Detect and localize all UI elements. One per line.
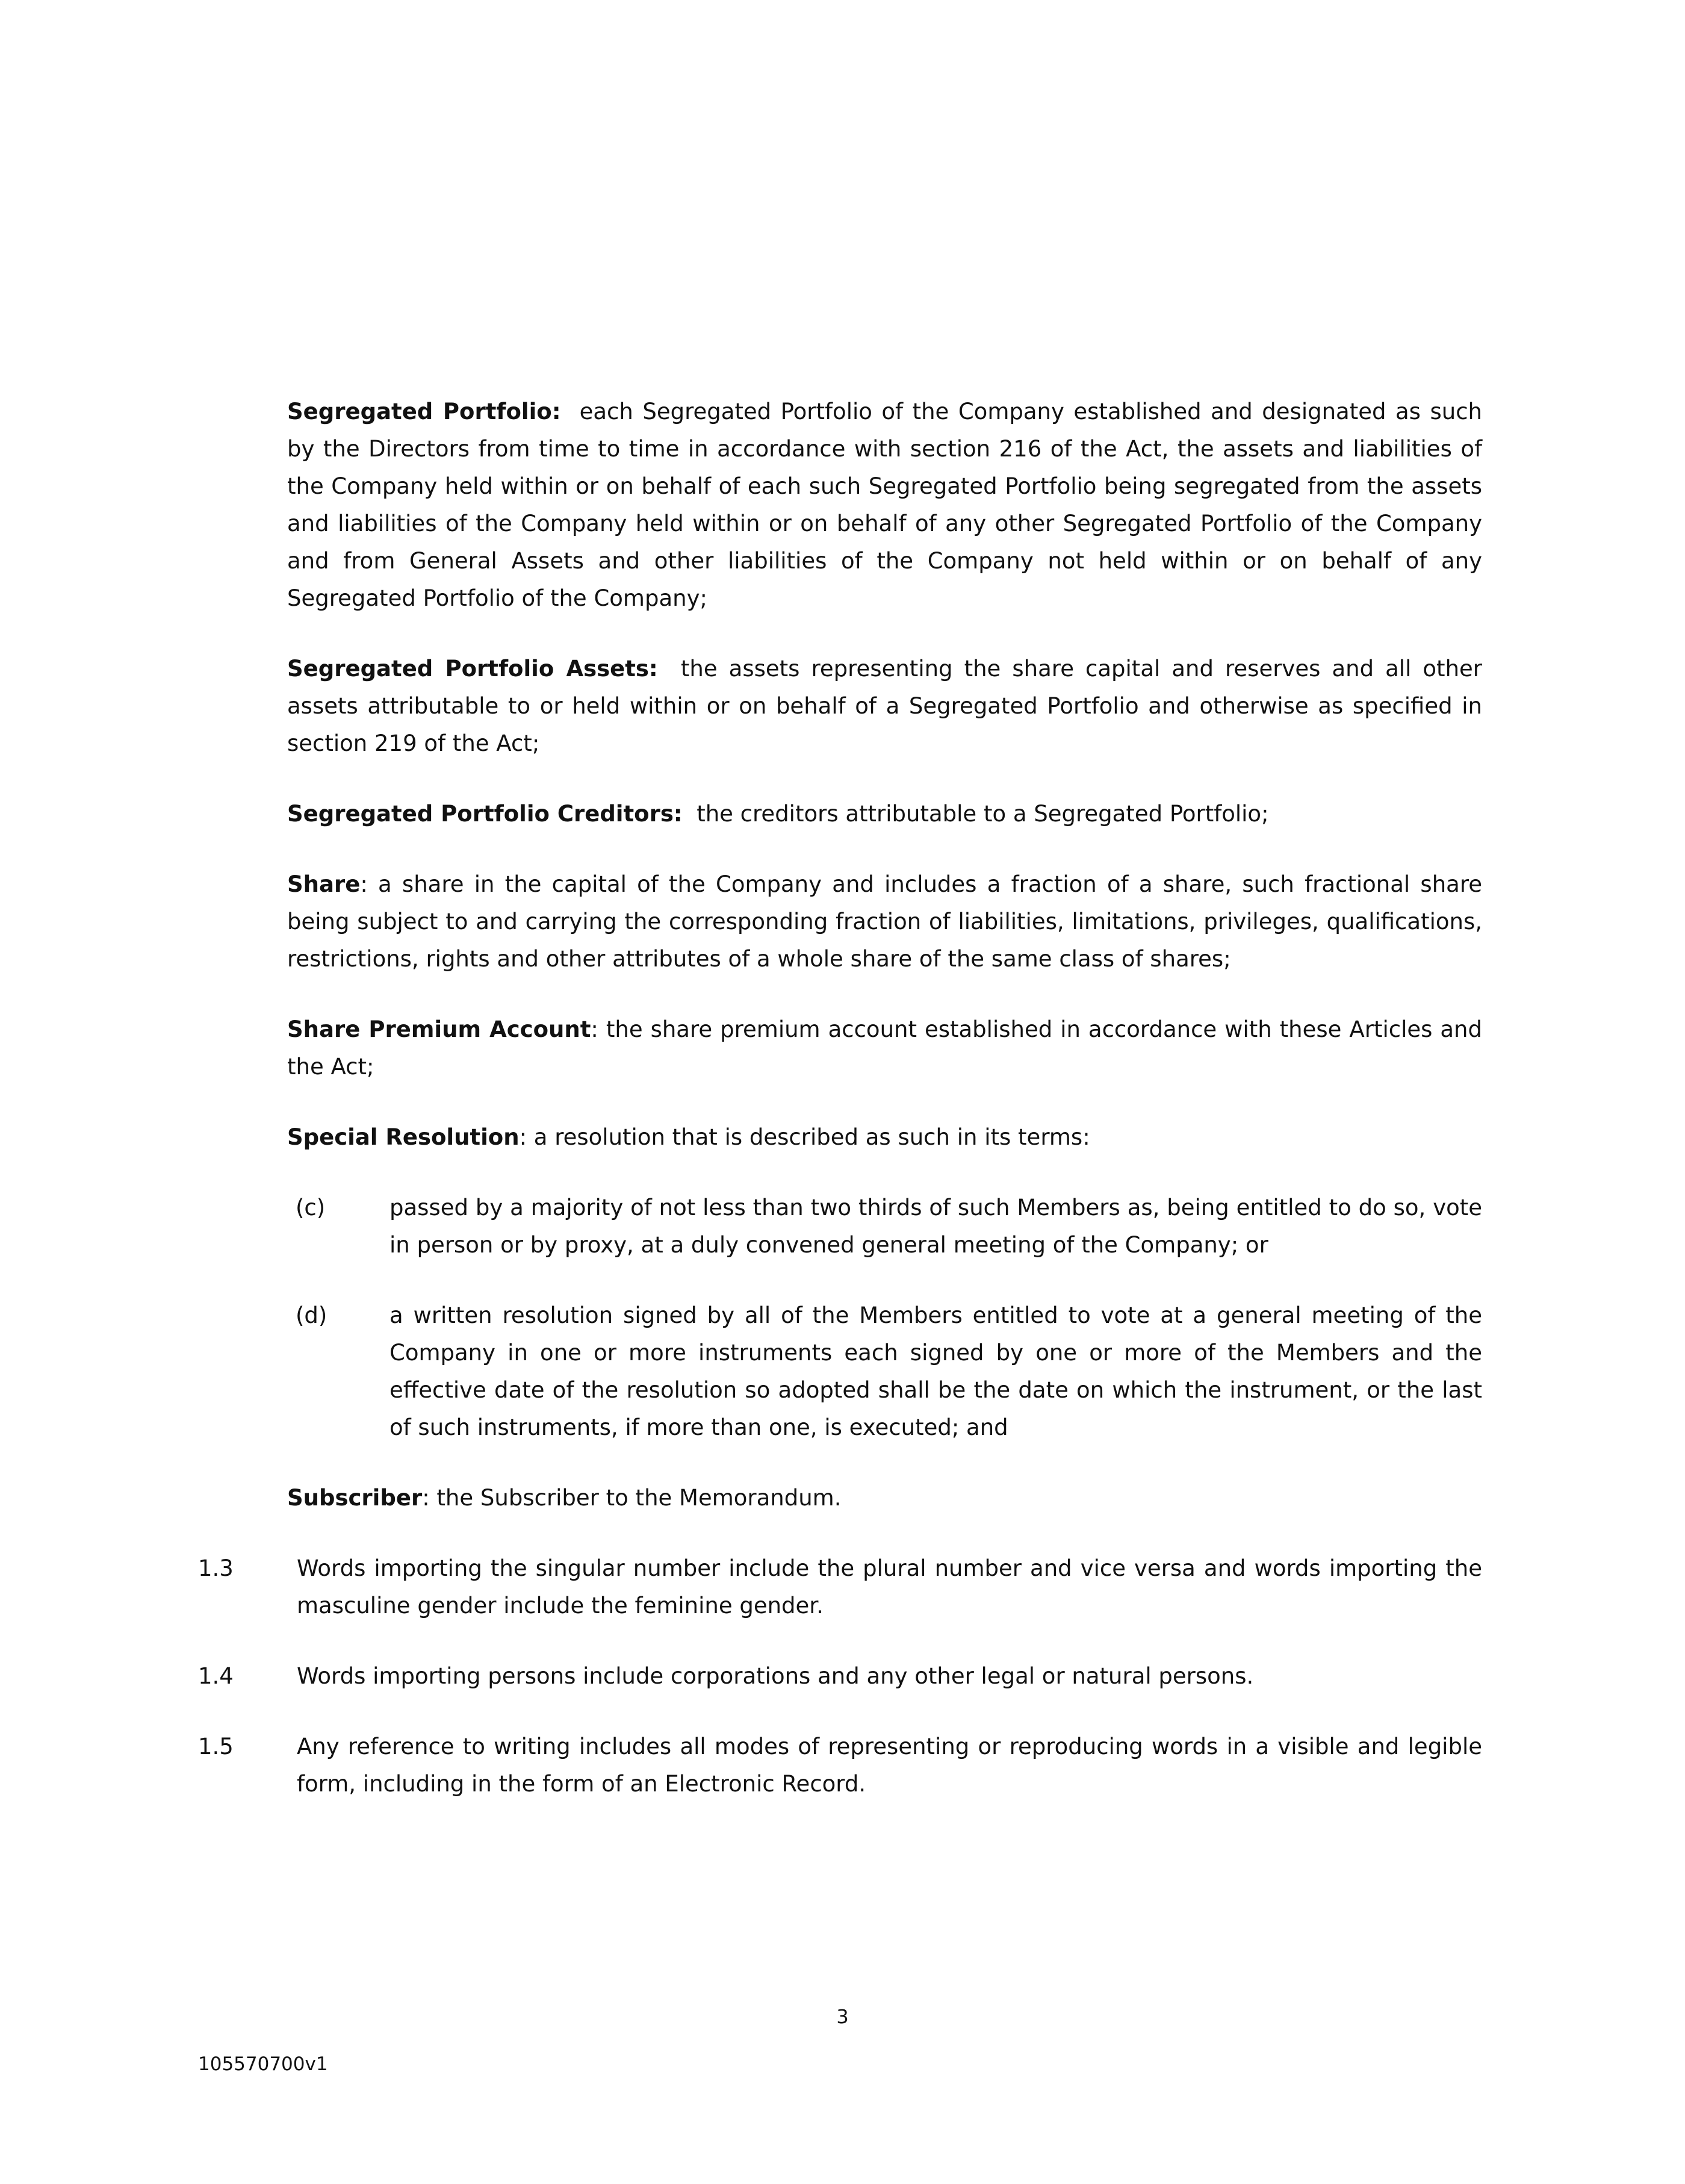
definition-term: Segregated Portfolio Creditors: <box>287 801 683 827</box>
clause-number: 1.5 <box>198 1734 234 1759</box>
definition-text: the creditors attributable to a Segregated Portfolio; <box>697 801 1269 827</box>
item-label: (c) <box>296 1195 326 1221</box>
clause-number: 1.4 <box>198 1663 234 1689</box>
definition-term: Share Premium Account <box>287 1016 591 1042</box>
clause-1-3 <box>198 1550 1482 1625</box>
definition-term: Segregated Portfolio: <box>287 399 561 425</box>
definition-text: : a resolution that is described as such in its terms: <box>519 1124 1090 1150</box>
definition-term: Share <box>287 871 361 897</box>
clause-text: Any reference to writing includes all modes of representing or reproducing words in a visible and legible form, including in the form of an Electronic Record. <box>297 1734 1482 1797</box>
definition-segregated-portfolio <box>287 393 1482 617</box>
definition-share <box>287 866 1482 978</box>
definition-term: Segregated Portfolio Assets: <box>287 656 658 682</box>
clause-1-5 <box>198 1728 1482 1803</box>
special-resolution-item-d <box>287 1297 1482 1446</box>
definition-subscriber <box>287 1479 1482 1517</box>
definition-share-premium-account <box>287 1011 1482 1086</box>
definition-term: Subscriber <box>287 1485 423 1511</box>
document-id: 105570700v1 <box>198 2053 328 2075</box>
definition-text: each Segregated Portfolio of the Company established and designated as such by the Directors from time to time in accordance with section 216 of the Act, the assets and liabilities of the Company held within or on behalf of each such Segregated Portfolio being segregated from the assets and liabilities of the Company held within or on behalf of any other Segregated Portfolio of the Company and from General Assets and other liabilities of the Company not held within or on behalf of any Segregated Portfolio of the Company; <box>287 399 1482 611</box>
definition-segregated-portfolio-assets <box>287 650 1482 762</box>
definition-text: : a share in the capital of the Company and includes a fraction of a share, such fractional share being subject to and carrying the corresponding fraction of liabilities, limitations, privileges, qualifications, restrictions, rights and other attributes of a whole share of the same class of shares; <box>287 871 1482 972</box>
definition-text: the assets representing the share capital and reserves and all other assets attributable to or held within or on behalf of a Segregated Portfolio and otherwise as specified in section 219 of the Act; <box>287 656 1482 756</box>
definition-text: : the Subscriber to the Memorandum. <box>422 1485 842 1511</box>
definition-term: Special Resolution <box>287 1124 520 1150</box>
clause-1-4 <box>198 1658 1482 1695</box>
definition-special-resolution <box>287 1119 1482 1156</box>
item-label: (d) <box>296 1302 327 1328</box>
clause-text: Words importing persons include corporations and any other legal or natural persons. <box>297 1663 1254 1689</box>
clause-text: Words importing the singular number include the plural number and vice versa and words importing the masculine gender include the feminine gender. <box>297 1555 1482 1619</box>
definition-text: : the share premium account established in accordance with these Articles and the Act; <box>287 1016 1482 1080</box>
special-resolution-item-c <box>287 1189 1482 1264</box>
page-number: 3 <box>836 2005 849 2028</box>
item-text: passed by a majority of not less than two thirds of such Members as, being entitled to do so, vote in person or by proxy, at a duly convened general meeting of the Company; or <box>389 1195 1482 1258</box>
page-content <box>198 393 1482 1836</box>
clause-number: 1.3 <box>198 1555 234 1581</box>
item-text: a written resolution signed by all of the Members entitled to vote at a general meeting of the Company in one or more instruments each signed by one or more of the Members and the effective date of the resolution so adopted shall be the date on which the instrument, or the last of such instruments, if more than one, is executed; and <box>389 1302 1482 1440</box>
definition-segregated-portfolio-creditors <box>287 795 1482 833</box>
